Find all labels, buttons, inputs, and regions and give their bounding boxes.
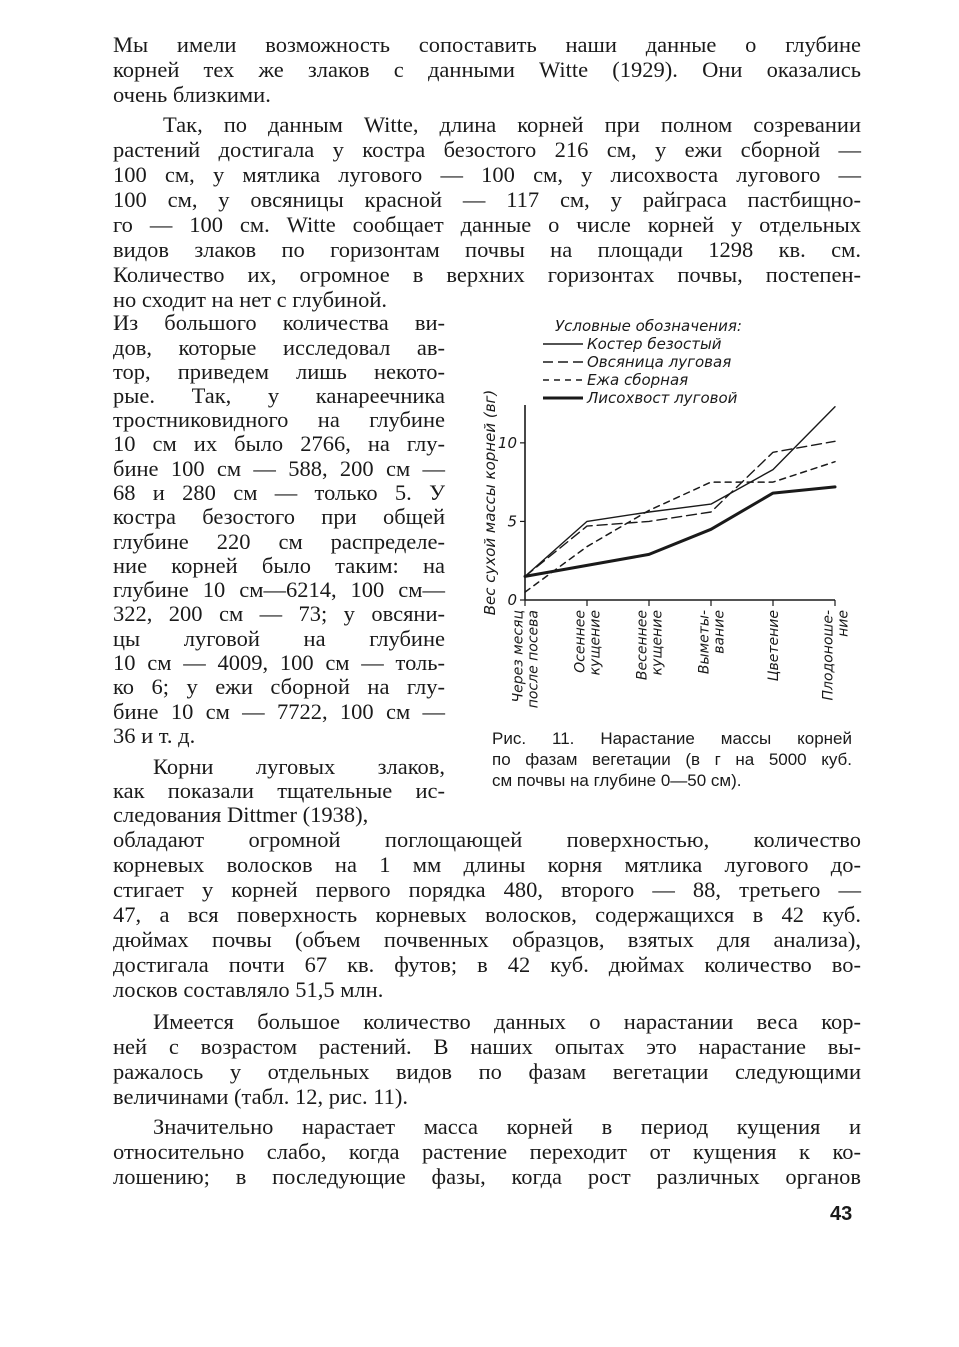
legend-title: Условные обозначения: (555, 317, 742, 335)
caption-line-2: по фазам вегетации (в г на 5000 куб. (492, 750, 852, 769)
p2-col-line-15: 10 см — 4009, 100 см — толь- (113, 650, 445, 675)
p5-line-3: лошению; в последующие фазы, когда рост различных органов (113, 1164, 861, 1189)
series-line-3 (525, 487, 835, 577)
root-mass-chart (455, 305, 855, 725)
x-tick-label-2-0: Весеннее (634, 610, 651, 681)
p4-line-3: ражалось у отдельных видов по фазам вегетации следующими (113, 1059, 861, 1084)
p2-line-8: но сходит на нет с глубиной. (113, 287, 388, 312)
x-tick-label-3-1: вание (711, 610, 728, 654)
x-tick-label-0-1: после посева (525, 610, 542, 709)
p2-col-line-1: Из большого количества ви- (113, 310, 445, 335)
p2-col-line-2: дов, которые исследовал ав- (113, 335, 445, 360)
x-tick-label-2-1: кущение (649, 610, 666, 676)
p2-line-2: растений достигала у костра безостого 216 см, у ежи сборной — (113, 137, 861, 162)
p3-col-line-1: Корни луговых злаков, (153, 754, 445, 779)
p2-col-line-7: бине 100 см — 588, 200 см — (113, 456, 445, 481)
x-tick-label-5-0: Плодоноше- (820, 610, 837, 701)
y-tick-label-2: 10 (497, 433, 517, 452)
p2-col-line-8: 68 и 280 см — только 5. У (113, 480, 445, 505)
p1-line-1: Мы имели возможность сопоставить наши данные о глубине (113, 32, 861, 57)
caption-line-3: см почвы на глубине 0—50 см). (492, 771, 742, 790)
legend-label-2: Ежа сборная (587, 371, 689, 389)
x-tick-label-1-0: Осеннее (572, 610, 589, 673)
p3-col-line-3: следования Dittmer (1938), (113, 802, 369, 827)
legend-label-3: Лисохвост луговой (587, 389, 738, 407)
p3-line-3: стигает у корней первого порядка 480, второго — 88, третьего — (113, 877, 861, 902)
p2-col-line-11: ние корней было таким: на (113, 553, 445, 578)
y-axis-label: Вес сухой массы корней (вг) (481, 389, 499, 616)
p2-col-line-5: тростниковидного на глубине (113, 407, 445, 432)
p3-line-7: лосков составляло 51,5 млн. (113, 977, 384, 1002)
p2-col-line-6: 10 см их было 2766, на глу- (113, 431, 445, 456)
p4-line-1: Имеется большое количество данных о нарастании веса кор- (153, 1009, 861, 1034)
p3-line-6: достигала почти 67 кв. футов; в 42 куб. дюймах количество во- (113, 952, 861, 977)
x-tick-label-3-0: Выметы- (696, 610, 713, 675)
p2-col-line-17: бине 10 см — 7722, 100 см — (113, 699, 445, 724)
p1-line-2: корней тех же злаков с данными Witte (1929). Они оказались (113, 57, 861, 82)
p2-col-line-4: рые. Так, у канареечника (113, 383, 445, 408)
x-tick-label-0-0: Через месяц (510, 610, 527, 703)
p5-line-2: относительно слабо, когда растение переходит от кущения к ко- (113, 1139, 861, 1164)
p5-line-1: Значительно нарастает масса корней в период кущения и (153, 1114, 861, 1139)
p2-line-4: 100 см, у овсяницы красной — 117 см, у райграса пастбищно- (113, 187, 861, 212)
p3-line-1: обладают огромной поглощающей поверхностью, количество (113, 827, 861, 852)
x-tick-label-1-1: кущение (587, 610, 604, 676)
p2-col-line-14: цы луговой на глубине (113, 626, 445, 651)
p2-line-6: видов злаков по горизонтам почвы на площади 1298 кв. см. (113, 237, 861, 262)
p2-col-line-3: тор, приведем лишь некото- (113, 359, 445, 384)
p2-line-1: Так, по данным Witte, длина корней при полном созревании (163, 112, 861, 137)
x-tick-label-5-1: ние (835, 610, 852, 637)
p4-line-4: величинами (табл. 12, рис. 11). (113, 1084, 409, 1109)
p2-line-5: го — 100 см. Witte сообщает данные о числе корней у отдельных (113, 212, 861, 237)
p2-col-line-16: ко 6; у ежи сборной на глу- (113, 674, 445, 699)
p3-line-4: 47, а вся поверхность корневых волосков, содержащихся в 42 куб. (113, 902, 861, 927)
p3-col-line-2: как показали тщательные ис- (113, 778, 445, 803)
p2-col-line-9: костра безостого при общей (113, 504, 445, 529)
p2-line-7: Количество их, огромное в верхних горизонтах почвы, постепен- (113, 262, 861, 287)
figure-caption (492, 728, 852, 791)
series-line-2 (525, 462, 835, 592)
p3-line-2: корневых волосков на 1 мм длины корня мятлика лугового до- (113, 852, 861, 877)
p2-line-3: 100 см, у мятлика лугового — 100 см, у лисохвоста лугового — (113, 162, 861, 187)
page-number: 43 (830, 1203, 853, 1225)
p3-line-5: дюймах почвы (объем почвенных образцов, взятых для анализа), (113, 927, 861, 952)
caption-line-1: Рис. 11. Нарастание массы корней (492, 729, 852, 748)
series-line-1 (525, 441, 835, 576)
p2-col-line-12: глубине 10 см—6214, 100 см— (113, 577, 445, 602)
p2-col-line-10: глубине 220 см распределе- (113, 529, 445, 554)
p2-col-line-18: 36 и т. д. (113, 723, 196, 748)
y-tick-label-0: 0 (507, 591, 517, 609)
legend-label-1: Овсяница луговая (587, 353, 732, 371)
p2-col-line-13: 322, 200 см — 73; у овсяни- (113, 601, 445, 626)
p1-line-3: очень близкими. (113, 82, 271, 107)
legend-label-0: Костер безостый (587, 335, 722, 353)
p4-line-2: ней с возрастом растений. В наших опытах это нарастание вы- (113, 1034, 861, 1059)
x-tick-label-4-0: Цветение (766, 610, 782, 682)
y-tick-label-1: 5 (507, 512, 517, 531)
